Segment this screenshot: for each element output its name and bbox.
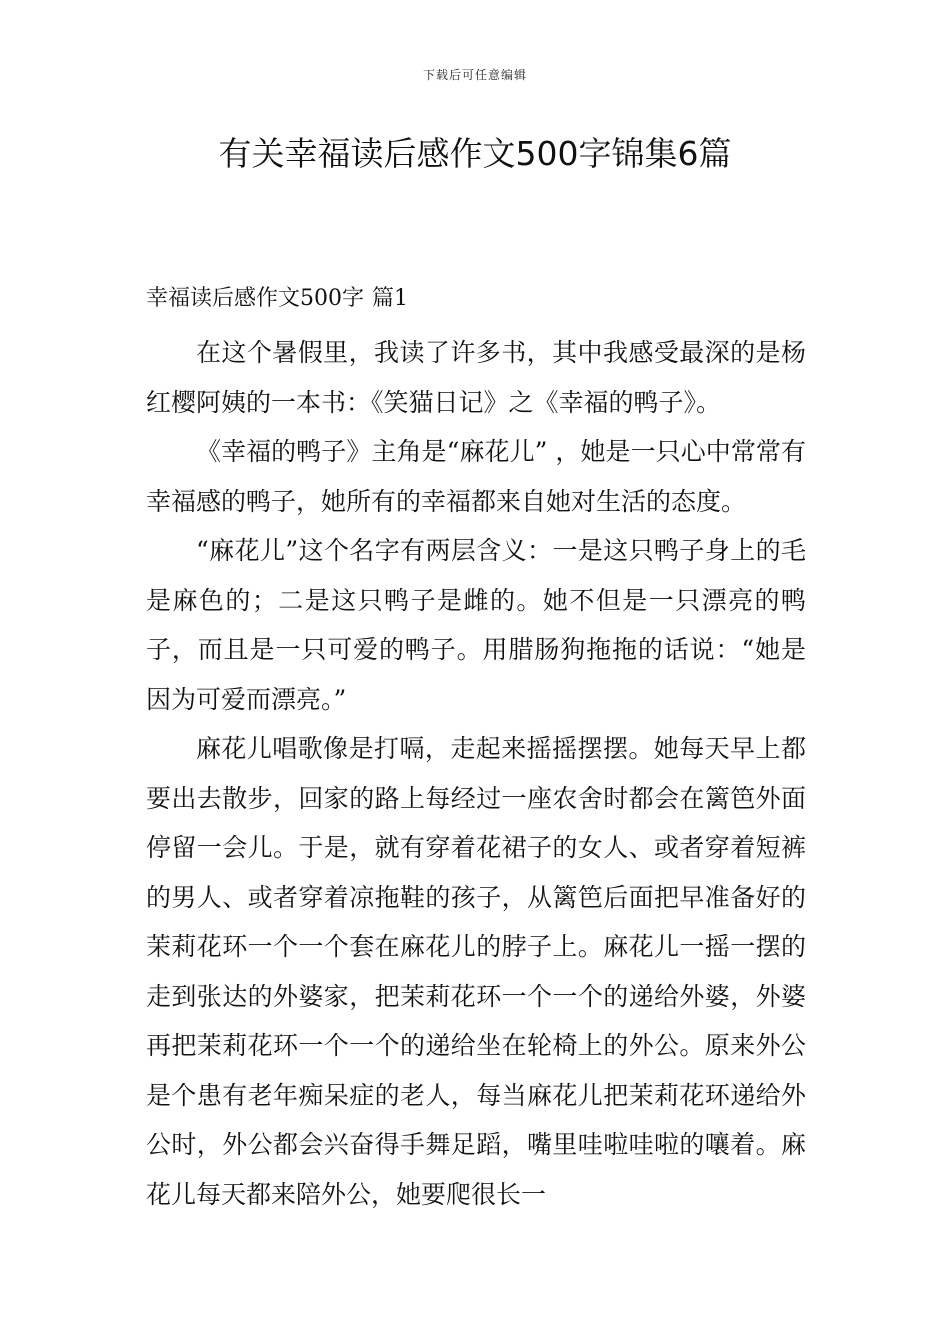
article-body — [146, 328, 806, 1219]
section-heading — [146, 283, 408, 315]
paragraph: 在这个暑假里，我读了许多书，其中我感受最深的是杨红樱阿姨的一本书：《笑猫日记》之《幸福的鸭子》。 — [146, 338, 806, 417]
paragraph: “麻花儿”这个名字有两层含义：一是这只鸭子身上的毛是麻色的；二是这只鸭子是雌的。她不但是一只漂亮的鸭子，而且是一只可爱的鸭子。用腊肠狗拖拖的话说：“她是因为可爱而漂亮。” — [146, 536, 806, 714]
paragraph: 麻花儿唱歌像是打嗝，走起来摇摇摆摆。她每天早上都要出去散步，回家的路上每经过一座农舍时都会在篱笆外面停留一会儿。于是，就有穿着花裙子的女人、或者穿着短裤的男人、或者穿着凉拖鞋的孩子，从篱笆后面把早准备好的茉莉花环一个一个套在麻花儿的脖子上。麻花儿一摇一摆的走到张达的外婆家，把茉莉花环一个一个的递给外婆，外婆再把茉莉花环一个一个的递给坐在轮椅上的外公。原来外公是个患有老年痴呆症的老人，每当麻花儿把茉莉花环递给外公时，外公都会兴奋得手舞足蹈，嘴里哇啦哇啦的嚷着。麻花儿每天都来陪外公，她要爬很长一 — [146, 734, 806, 1209]
paragraph: 《幸福的鸭子》主角是“麻花儿” ，她是一只心中常常有幸福感的鸭子，她所有的幸福都来自她对生活的态度。 — [146, 437, 806, 516]
header-note: 下载后可任意编辑 — [422, 68, 527, 82]
section-heading-text: 幸福读后感作文500字 — [146, 286, 364, 311]
section-heading-label: 篇1 — [372, 286, 408, 311]
document-title: 有关幸福读后感作文500字锦集6篇 — [218, 134, 732, 173]
